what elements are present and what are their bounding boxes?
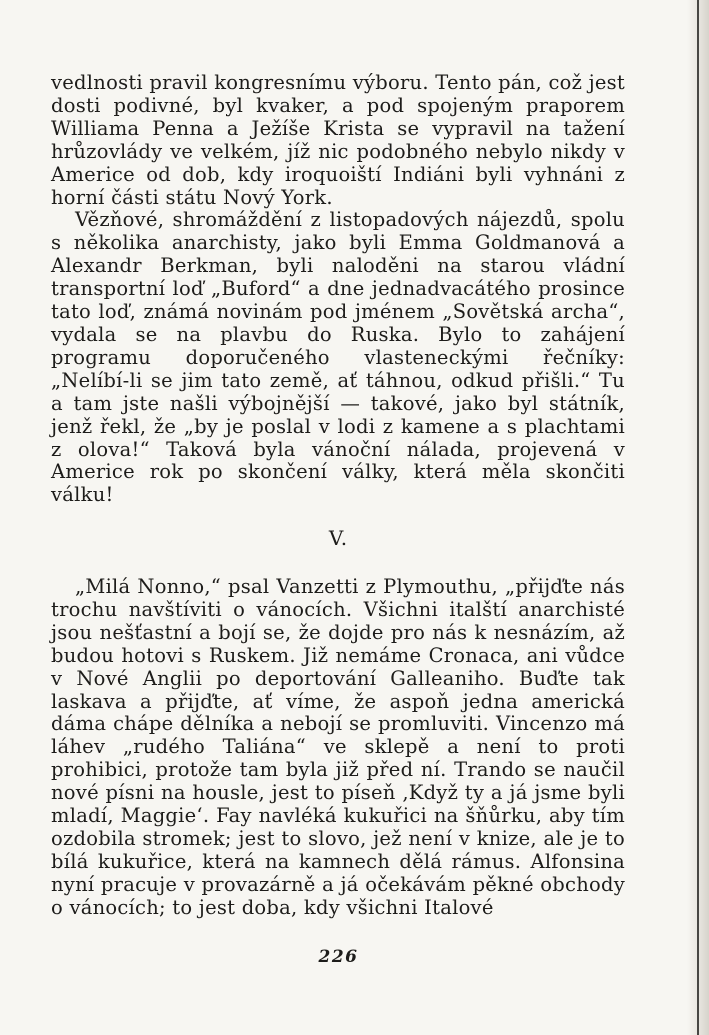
paragraph-vanzetti-letter: „Milá Nonno,“ psal Vanzetti z Plymouthu, „přijďte nás trochu navštíviti o vánocích. Všichni italští anarchisté jsou nešťastní a bojí se, že dojde pro nás k nesnázím, až budou hotovi s Ruskem. Již nemáme Cronaca, ani vůdce v Nové Anglii po deportování Galleaniho. Buďte tak laskava a přijďte, ať víme, že aspoň jedna americká dáma chápe dělníka a nebojí se promluviti. Vincenzo má láhev „rudého Taliána“ ve sklepě a není to proti prohibici, protože tam byla již před ní. Trando se naučil nové písni na housle, jest to píseň ‚Když ty a já jsme byli mladí, Maggie‘. Fay navléká kukuřici na šňůrku, aby tím ozdobila stromek; jest to slovo, jež není v knize, ale je to bílá kukuřice, která na kamnech dělá rámus. Alfonsina nyní pracuje v provazárně a já očekávám pěkné obchody o vánocích; to jest doba, kdy všichni Italové <box>51 575 625 919</box>
text-block-upper <box>51 72 625 507</box>
section-heading: V. <box>328 526 349 550</box>
paragraph-continuation: vedlnosti pravil kongresnímu výboru. Tento pán, což jest dosti podivné, byl kvaker, a pod spojeným praporem Williama Penna a Ježíše Krista se vypravil na tažení hrůzovlády ve velkém, jíž nic podobného nebylo nikdy v Americe od dob, kdy iroquoiští Indiáni byli vyhnáni z horní části státu Nový York. <box>51 71 626 209</box>
text-block-lower <box>51 576 625 920</box>
page-spine-line <box>697 0 699 1035</box>
paragraph-deportation: Vězňové, shromáždění z listopadových nájezdů, spolu s několika anarchisty, jako byli Emma Goldmanová a Alexandr Berkman, byli naloděni na starou vládní transportní loď „Buford“ a dne jednadvacátého prosince tato loď, známá novinám pod jménem „Sovětská archa“, vydala se na plavbu do Ruska. Bylo to zahájení programu doporučeného vlasteneckými řečníky: „Nelíbí-li se jim tato země, ať táhnou, odkud přišli.“ Tu a tam jste našli výbojnější — takové, jako byl státník, jenž řekl, že „by je poslal v lodi z kamene a s plachtami z olova!“ Taková byla vánoční nálada, projevená v Americe rok po skončení války, která měla skončiti válku! <box>51 208 625 507</box>
page-number: 226 <box>318 947 359 967</box>
